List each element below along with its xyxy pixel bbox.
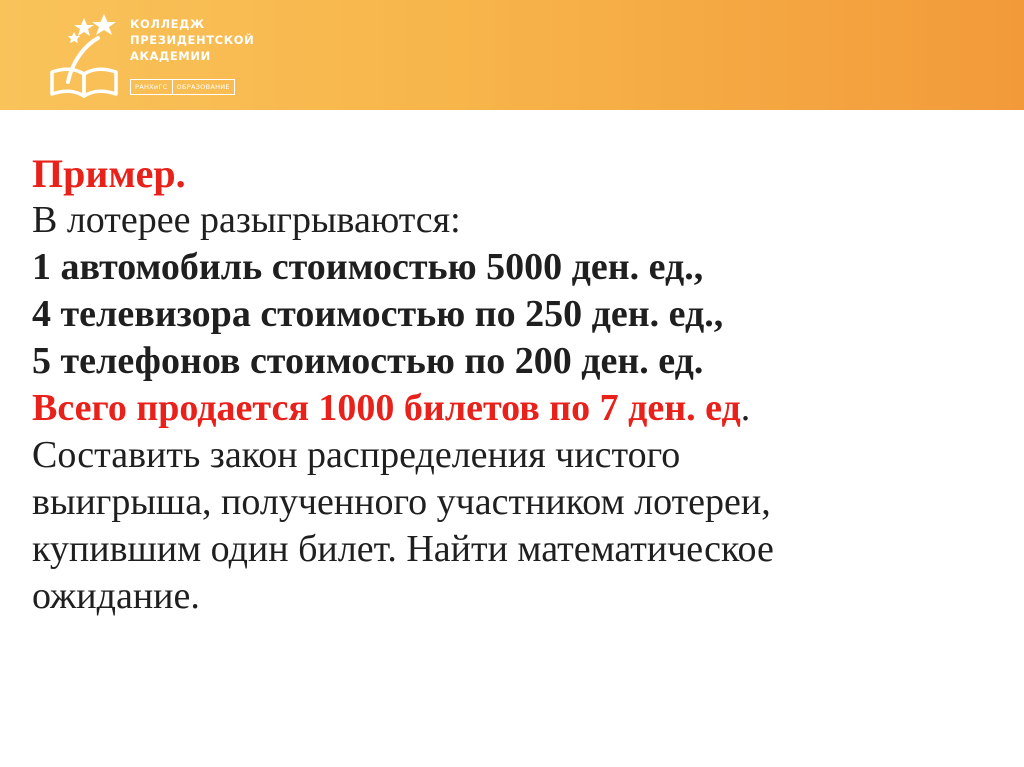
slide-body (32, 150, 992, 620)
logo-sub-right: ОБРАЗОВАНИЕ (176, 83, 230, 91)
tickets-text: Всего продается 1000 билетов по 7 ден. ед (32, 387, 741, 429)
tickets-line (32, 385, 992, 432)
logo-sub-left: РАНХиГС (135, 83, 168, 91)
task-line-3: купившим один билет. Найти математическое (32, 528, 774, 570)
logo-subtitle (130, 79, 235, 95)
intro-text: В лотерее разыгрываются: (32, 199, 461, 241)
slide-title: Пример. (32, 151, 186, 196)
task-line-1: Составить закон распределения чистого (32, 434, 681, 476)
task-line-4: ожидание. (32, 575, 200, 617)
star-book-icon (46, 10, 124, 100)
prize-line-3: 5 телефонов стоимостью по 200 ден. ед. (32, 340, 704, 382)
logo-line-2: ПРЕЗИДЕНТСКОЙ (130, 33, 255, 47)
prize-line-2: 4 телевизора стоимостью по 250 ден. ед., (32, 293, 724, 335)
task-line-2: выигрыша, полученного участником лотереи, (32, 481, 771, 523)
tickets-period: . (740, 387, 751, 429)
prize-line-1: 1 автомобиль стоимостью 5000 ден. ед., (32, 246, 704, 288)
logo-text (130, 16, 254, 64)
header-bar (0, 0, 1024, 110)
logo-line-1: КОЛЛЕДЖ (130, 17, 205, 31)
logo-line-3: АКАДЕМИИ (130, 49, 211, 63)
